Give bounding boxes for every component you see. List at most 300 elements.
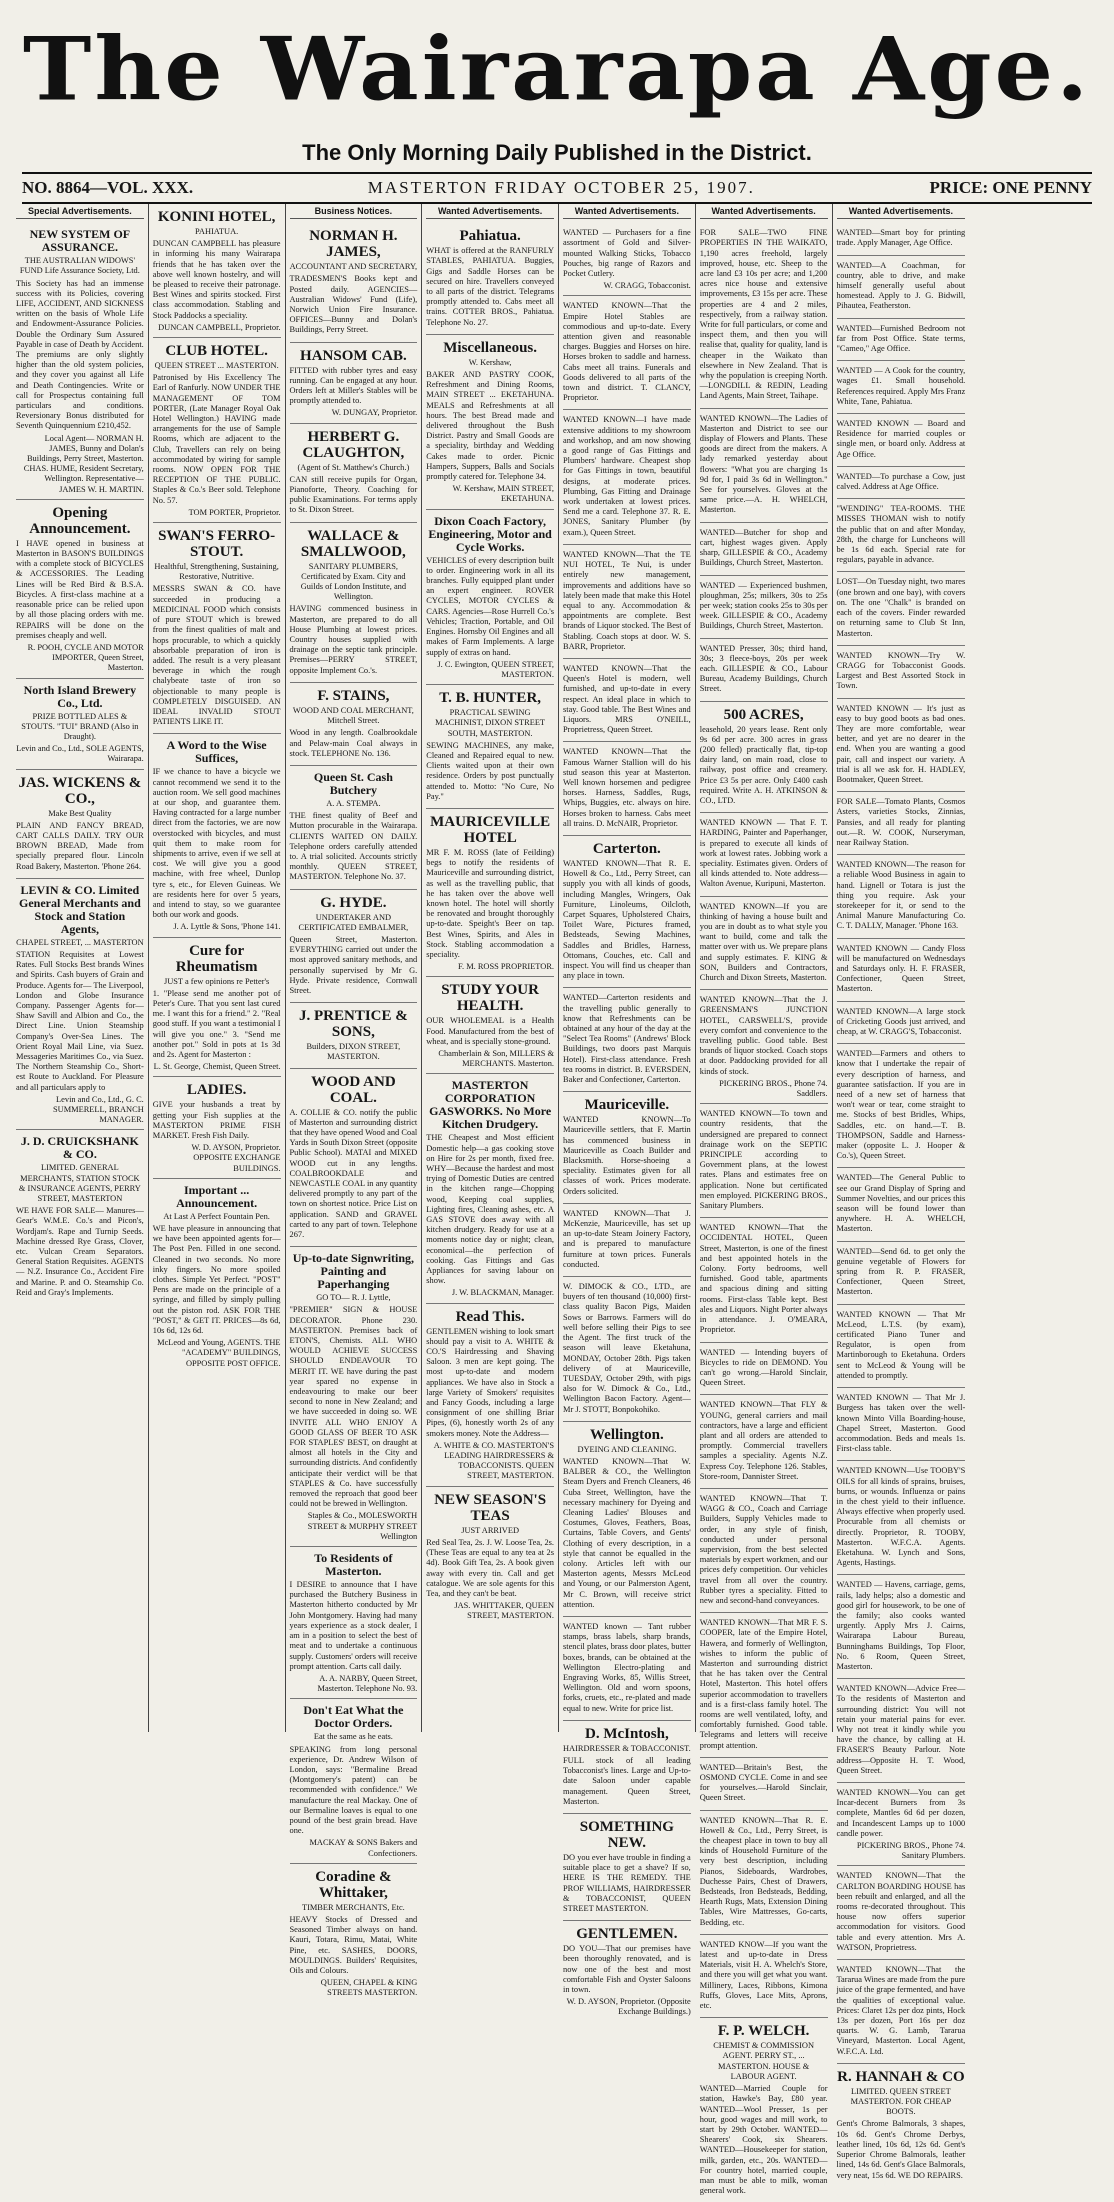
- advertisement: [837, 1783, 966, 1866]
- dateline-bar: [22, 172, 1092, 204]
- ad-signature: Levin and Co., Ltd., SOLE AGENTS, Wairarapa.: [16, 744, 144, 764]
- ad-subheading: DYEING AND CLEANING.: [577, 1444, 677, 1454]
- ad-body: FOR SALE—Tomato Plants, Cosmos Asters, varieties Stocks, Zinnias, Pansies, and all ready for planting out.—R. W. COOK, Nurseryman, near Railway Station.: [836, 797, 966, 847]
- advertisement: [16, 679, 144, 770]
- ad-body: GENTLEMEN wishing to look smart should pay a visit to A. WHITE & CO.'S Hairdressing and Shaving Saloon. 3 men are kept going. The most up-to-date and modern appliances. We have also in Stock a large Variety of Smokers' requisites and Fancy Goods, including a large consignment of one shilling Briar Pipes, (6), honestly worth 2s of any smokers money. Note the Address—: [426, 1326, 554, 1438]
- advertisement: [290, 343, 418, 424]
- advertisement: [563, 1814, 691, 1921]
- advertisement: [426, 1074, 554, 1303]
- advertisement: [290, 1247, 418, 1547]
- column-header: Wanted Advertisements.: [426, 206, 554, 219]
- ad-heading: Up-to-date Signwriting, Painting and Paperhanging: [292, 1251, 415, 1292]
- ad-heading: NEW SYSTEM OF ASSURANCE.: [29, 227, 131, 255]
- ad-heading: R. HANNAH & CO: [837, 2068, 965, 2085]
- ad-subheading: JUST a few opinions re Petter's: [163, 976, 270, 986]
- advertisement: [837, 223, 966, 255]
- column-header: Business Notices.: [290, 206, 418, 219]
- ad-body: Red Seal Tea, 2s. J. W. Loose Tea, 2s. (These Teas are equal to any tea at 2s 4d). Book Gift Tea, 2s. A book given away with every tin. Call and get catalogue. We are sole agents for this Tea, and they can't be beat.: [426, 1537, 554, 1598]
- ad-heading: HANSOM CAB.: [300, 347, 407, 364]
- ad-body: WANTED KNOWN — That Mr McLeod, L.T.S. (by exam), certificated Piano Tuner and Regulator, is open from Martinborough to Eketahuna. Orders sent to McLeod & Young will be attended to promptly.: [836, 1309, 966, 1380]
- ad-body: WANTED—Britain's Best, the OSMOND CYCLE. Come in and see for yourselves.—Harold Sinclair, Queen Street.: [699, 1762, 828, 1803]
- ad-signature: Levin and Co., Ltd., G. C. SUMMERELL, BRANCH MANAGER.: [53, 1094, 144, 1125]
- ad-body: WANTED KNOWN—That the CARLTON BOARDING HOUSE has been rebuilt and enlarged, and all the rooms re-decorated throughout. This house now offers superior accommodation for visitors. Good table and every attention. Mrs A. WATSON, Proprietress.: [836, 1871, 966, 1952]
- ad-signature: W. DUNGAY, Proprietor.: [331, 408, 418, 418]
- ad-body: HAVING commenced business in Masterton, are prepared to do all House Plumbing at lowest prices. Country houses supplied with drainage on the septic tank principle. Premises—PERRY STREET, opposite Implement Co.'s.: [289, 604, 418, 675]
- ad-subheading: CHAPEL STREET, ... MASTERTON: [16, 937, 144, 947]
- advertisement: [837, 855, 966, 938]
- ad-body: Patronised by His Excellency The Earl of Ranfurly. NOW UNDER THE MANAGEMENT OF TOM PORTER, (Late Manager Royal Oak Hotel Wellington.) HAVING made arrangements for the use of Sample Rooms, which are adjacent to the Club, Travellers can rely on being accommodated by wiring for sample rooms. NOW OPEN FOR THE RECEPTION OF THE PUBLIC. Staples & Co.'s Beer sold. Telephone No. 57.: [152, 373, 281, 505]
- ad-body: leasehold, 20 years lease. Rent only 9s 6d per acre. 300 acres in grass (200 felled) practically flat, tip-top dairy land, on main road, close to railway, post office and creamery. Price £3 5s per acre. Only £400 cash required. Write A. H. ATKINSON & CO., LTD.: [699, 724, 828, 805]
- ad-body: WANTED KNOWN — Board and Residence for married couples or single men, or board only. Address at Age Office.: [836, 419, 966, 459]
- advertisement: [563, 296, 691, 410]
- advertisement: [700, 1613, 828, 1758]
- advertisement: [837, 1305, 966, 1388]
- ad-body: WANTED—Carterton residents and the travelling public generally to know that Refreshments can be obtained at any hour of the day at the "Select Tea Rooms" (Andrews' Block Buildings, two doors past Marquis Hotel). First-class attendance. Fresh tea rooms in district. B. EVERSDEN, Baker and Confectioner, Carterton.: [563, 993, 691, 1085]
- ad-heading: LADIES.: [186, 1082, 247, 1099]
- advertisement: [837, 256, 966, 319]
- column-5: [559, 204, 696, 2017]
- advertisement: [290, 1069, 418, 1248]
- advertisement: [700, 1935, 828, 2018]
- ad-body: WANTED KNOWN—A large stock of Cricketing Goods just arrived, and cheap, at W. CRAGG'S, Tobacconist.: [836, 1006, 966, 1036]
- ad-body: WANTED — Intending buyers of Bicycles to ride on DEMOND. You can't go wrong.—Harold Sinclair, Queen Street.: [699, 1347, 828, 1388]
- ad-subheading: CHEMIST & COMMISSION AGENT. PERRY ST., ... MASTERTON. HOUSE & LABOUR AGENT.: [713, 2041, 815, 2081]
- advertisement: [837, 572, 966, 645]
- column-header: Special Advertisements.: [16, 206, 144, 219]
- ad-body: THE finest quality of Beef and Mutton procurable in the Wairarapa. CLIENTS WAITED ON DAILY. Telephone orders carefully attended to. A trial solicited. Accounts strictly monthly. QUEEN STREET, MASTERTON. Telephone No. 37.: [289, 811, 418, 882]
- advertisement: [563, 1721, 691, 1814]
- ad-body: WANTED KNOWN—That the OCCIDENTAL HOTEL, Queen Street, Masterton, is one of the finest and best appointed hotels in the Colony. Forty bedrooms, well furnished. Good table, apartments and spacious dining and sitting rooms. First-class Table kept. Best ales and Liquors. Night Porter always in attendance. J. O'MEARA, Proprietor.: [699, 1223, 828, 1335]
- issue-number: NO. 8864—VOL. XXX.: [22, 178, 194, 197]
- advertisement: [837, 2064, 966, 2187]
- ad-subheading: Make Best Quality: [48, 808, 112, 818]
- ad-body: I DESIRE to announce that I have purchased the Butchery Business in Masterton hitherto conducted by Mr John Montgomery. Having had many years experience as a stock dealer, I am in a position to select the best of meat and to undertake a continuous supply. Customers' orders will receive prompt attention. Carts call daily.: [289, 1580, 418, 1671]
- ad-heading: LEVIN & CO. Limited General Merchants and Stock and Station Agents,: [18, 882, 141, 936]
- column-header: Wanted Advertisements.: [837, 206, 966, 219]
- ad-heading: CLUB HOTEL.: [165, 343, 268, 360]
- advertisement: [153, 734, 281, 937]
- advertisement: [563, 1092, 691, 1204]
- ad-body: CAN still receive pupils for Organ, Pianoforte, Theory. Coaching for public Examinations. For terms apply to St. Dixon Street.: [289, 474, 418, 515]
- ad-subheading: TIMBER MERCHANTS, Etc.: [301, 1902, 405, 1912]
- advertisement: [700, 1489, 828, 1613]
- advertisement: [837, 1044, 966, 1168]
- ad-body: A. COLLIE & CO. notify the public of Masterton and surrounding district that they have opened Wood and Coal Yards in South Dixon Street (opposite Public School). MATAI and MIXED WOOD cut in any lengths. COALBROOKDALE and NEWCASTLE COAL in any quantity delivered promptly to any part of the town on shortest notice. Price List on application. SAND and GRAVEL carted to any part of town. Telephone 267.: [289, 1107, 418, 1239]
- ad-signature: PICKERING BROS., Phone 74. Sanitary Plumbers.: [856, 1841, 966, 1861]
- ad-signature: DUNCAN CAMPBELL, Proprietor.: [158, 322, 281, 332]
- advertisement: [290, 1864, 418, 2003]
- ad-body: WANTED—Send 6d. to get only the genuine vegetable of Flowers for spring from R. P. FRASER, Confectioner, Queen Street, Masterton.: [836, 1246, 966, 1297]
- advertisement: [837, 1866, 966, 1960]
- masthead-title: The Wairarapa Age.: [22, 17, 1092, 121]
- ad-heading: To Residents of Masterton.: [314, 1551, 393, 1579]
- advertisement: [290, 1003, 418, 1068]
- advertisement: [16, 500, 144, 679]
- ad-heading: North Island Brewery Co., Ltd.: [23, 682, 137, 710]
- ad-signature: Staples & Co., MOLESWORTH STREET & MURPHY STREET Wellington: [307, 1511, 418, 1541]
- advertisement: [426, 977, 554, 1074]
- ad-body: WANTED—Farmers and others to know that I undertake the repair of every description of harness, and guarantee satisfaction. If you are in need of a new set of harness that won't wear or tear, come straight to me. Stocks of best Bridles, Whips, Saddles, etc. on hand.—T. B. THOMPSON, Saddle and Harness-maker (opposite L. J. Hooper & Co.'s), Queen Street.: [836, 1049, 966, 1161]
- ad-body: WE HAVE FOR SALE— Manures—Gear's W.M.E. Co.'s and Picon's, Wordjam's. Rape and Turnip Seeds. Machine dressed Rye Grass, Clover, etc. Vulcan Cream Separators. General Station Requisites. AGENTS— N.Z. Insurance Co., Accident Fire and Marine. P. and O. Steamship Co. Reid and Gray's Implements.: [16, 1206, 144, 1297]
- advertisement: [290, 424, 418, 523]
- ad-body: WANTED Presser, 30s; third hand, 30s; 3 fleece-boys, 20s per week each. GILLESPIE & CO., Labour Bureau, Academy Buildings, Church Street.: [699, 643, 828, 694]
- ad-body: WANTED—Furnished Bedroom not far from Post Office. State terms, "Cameo," Age Office.: [836, 323, 966, 354]
- ad-heading: STUDY YOUR HEALTH.: [441, 982, 539, 1015]
- ad-body: WANTED KNOWN—To town and country residents, that the undersigned are prepared to connect drainage work on the SEPTIC PRINCIPLE according to Government plans, at the lowest rates. Plans and estimates free on application. None but certificated men employed. PICKERING BROS., Sanitary Plumbers.: [699, 1109, 828, 1211]
- price: PRICE: ONE PENNY: [929, 178, 1092, 197]
- ad-body: WANTED KNOWN—That the Empire Hotel Stables are commodious and up-to-date. Every attention given and reasonable charges. Buggies and Horses on hire. Horses broken to saddle and harness. Cabs meet all trains. Funerals and Goods delivered to all parts of the town and district. T. CLANCY, Proprietor.: [563, 301, 691, 403]
- advertisement: [837, 1002, 966, 1045]
- ad-signature: Chamberlain & Son, MILLERS & MERCHANTS. Masterton.: [438, 1048, 554, 1069]
- advertisement: [837, 467, 966, 499]
- ad-subheading: ACCOUNTANT AND SECRETARY,: [289, 262, 418, 272]
- advertisement: [700, 409, 828, 523]
- ad-body: OUR WHOLEMEAL is a Health Food. Manufactured from the best of wheat, and is specially stone-ground.: [426, 1016, 554, 1046]
- ad-subheading: GO TO— R. J. Lyttle,: [316, 1293, 391, 1303]
- advertisement: [153, 1077, 281, 1178]
- ad-body: THE Cheapest and Most efficient Domestic help—a gas cooking stove on Hire for 2s per month, fixed free. WHY—Because the hardest and most trying of Domestic Duties are centred in the kitchen range—Chopping wood, Keeping coal supplies, Lighting fires, Cleaning ashes, etc. A GAS STOVE does away with all kitchen drudgery. Ready for use at a moments notice day or night; clean, economical—the perfection of cooking. Gas Fittings and Gas Appliances for saving labour on show.: [426, 1133, 554, 1286]
- ad-body: WANTED KNOWN—That the J. GREENSMAN'S JUNCTION HOTEL, CARSWELL'S, provide every comfort and convenience to the travelling public. Good table. Best brands of liquor stocked. Coach stops at door. Paddocking provided for all kinds of stock.: [699, 995, 828, 1076]
- ad-body: WANTED KNOWN—If you are thinking of having a house built and you are in doubt as to what style you want to build, come and talk the matter over with us. We prepare plans and supply estimates. F. KING & SON, Builders and Contractors, Church and Dixon Streets, Masterton.: [699, 901, 828, 982]
- ad-body: WANTED KNOWN — That Mr J. Burgess has taken over the well-known Minto Villa Boarding-house, Chapel Street, Masterton. Good accommodation. Beds and meals 1s. First-class table.: [836, 1393, 966, 1454]
- advertisement: [153, 523, 281, 734]
- ad-body: WANTED KNOWN—You can get Incar-decent Burners from 3s complete, Mantles 6d 6d per dozen, and Incandescent Lamps up to 1000 candle power.: [836, 1788, 966, 1838]
- advertisement: [426, 1304, 554, 1487]
- ad-subheading: SANITARY PLUMBERS, Certificated by Exam. City and Guilds of London Institute, and Wellington.: [300, 561, 407, 602]
- advertisement: [700, 702, 828, 814]
- ad-subheading: UNDERTAKER AND CERTIFICATED EMBALMER,: [298, 912, 409, 932]
- advertisement: [563, 988, 691, 1092]
- advertisement: [837, 319, 966, 362]
- advertisement: [426, 223, 554, 335]
- ad-body: WANTED KNOWN—To Mauriceville settlers, that F. Martin has commenced business in Mauriceville as Coach Builder and Blacksmith. Horse-shoeing a speciality. Estimates given for all classes of work. Prices moderate. Orders solicited.: [563, 1115, 691, 1196]
- advertisement: [563, 410, 691, 544]
- advertisement: [700, 1811, 828, 1935]
- ad-signature: TOM PORTER, Proprietor.: [188, 507, 281, 517]
- publication-date: MASTERTON FRIDAY OCTOBER 25, 1907.: [367, 178, 755, 197]
- advertisement: [563, 545, 691, 659]
- ad-heading: A Word to the Wise Suffices,: [166, 738, 267, 766]
- ad-heading: Coradine & Whittaker,: [315, 1868, 392, 1901]
- ad-body: STATION Requisites at Lowest Rates. Full Stocks Best brands Wines and Spirits. Cash buyers of Grain and Produce. Agents for— The Liverpool, London and Globe Insurance Company. Passenger Agents for— Shaw Savill and Albion and Co., the Direct Line. Union Steamship Company's Over-Sea Lines. The Orient Royal Mail Line, via Suez. Messageries Maritimes Co., via Suez. The Northern Steamship Co., Short-est Route to Auckland. For Pleasure and all particulars apply to: [16, 949, 144, 1092]
- advertisement: [426, 510, 554, 685]
- ad-body: WANTED KNOWN—That the Tararua Wines are made from the pure juice of the grape fermented, and have the qualities of exceptional value. Prices: Claret 12s per doz pints, Hock 13s per dozen, Port 16s per doz quarts. W. G. Lamb, Tararua Vineyard, Masterton. Local Agent, W.F.C.A. Ltd.: [836, 1965, 966, 2056]
- ad-subheading: THE AUSTRALIAN WIDOWS' FUND Life Assurance Society, Ltd.: [19, 256, 140, 276]
- column-header: Wanted Advertisements.: [563, 206, 691, 219]
- ad-body: WANTED — Havens, carriage, gems, rails, lady helps; also a domestic and good girl for housework, to be one of the family; also cooks wanted urgently. Apply Mrs J. Cairns, Wairarapa Labour Bureau, Bunninghams Buildings, Top Floor, No. 6 Room, Queen Street, Masterton.: [836, 1580, 966, 1671]
- advertisement: [700, 639, 828, 702]
- ad-body: BAKER AND PASTRY COOK, Refreshment and Dining Rooms, MAIN STREET ... EKETAHUNA. MEALS and Refreshments at all hours. The best Bread made and delivered throughout the Bush District. Pastry and Small Goods are a speciality, birthday and Wedding Cakes made to order. Picnic Hampers, Suppers, Balls and Socials promptly catered for. Telephone 34.: [426, 370, 554, 482]
- ad-signature: R. POOH, CYCLE AND MOTOR IMPORTER, Queen Street, Masterton.: [27, 642, 144, 673]
- ad-body: WANTED — A Cook for the country, wages £1. Small household. References required. Apply Mrs Franz White, Tane, Pahiatua.: [836, 366, 966, 406]
- ad-body: WANTED KNOWN—Use TOOBY'S OILS for all kinds of sprains, bruises, burns, or wounds. Influenza or pains in the chest yield to their influence. Always effective when properly used. Procurable from all chemists or directly. Proprietor, R. TOOBY, Masterton. W.F.C.A. Agents. Eketahuna. W. Lynch and Sons, Agents, Hastings.: [836, 1466, 966, 1568]
- ad-heading: D. McIntosh,: [584, 1725, 669, 1742]
- ad-body: DO you ever have trouble in finding a suitable place to get a shave? If so, HERE IS THE REMEDY. THE PROF WILLIAMS, HAIRDRESSER & TOBACCONIST, QUEEN STREET MASTERTON.: [563, 1853, 691, 1914]
- ad-body: SPEAKING from long personal experience, Dr. Andrew Wilson of London, says: "Bermaline Bread (Montgomery's patent) can be recommended with confidence." We manufacture the real Mackay. One of our Bermaline loaves is equal to one pound of the best grain bread. Have one.: [289, 1744, 418, 1836]
- advertisement: [290, 223, 418, 342]
- ad-body: SEWING MACHINES, any make, Cleaned and Repaired equal to new. Clients waited upon at their own residence. Orders by post punctually attended to. Motto: "No Cure, No Pay.": [426, 740, 554, 801]
- ad-body: WANTED—A Coachman, for country, able to drive, and make himself generally useful about homestead. Apply to J. G. Bidwill, Pihautea, Featherston.: [836, 260, 966, 311]
- ad-subheading: Eat the same as he eats.: [313, 1732, 393, 1742]
- advertisement: [563, 223, 691, 296]
- advertisement: [700, 523, 828, 576]
- advertisement: [16, 223, 144, 500]
- advertisement: [837, 361, 966, 414]
- advertisement: [290, 890, 418, 1004]
- column-header: Wanted Advertisements.: [700, 206, 828, 219]
- ad-body: WANTED — Experienced bushmen, ploughman, 25s; milkers, 30s to 25s per week; station cooks 25s to 30s per week. GILLESPIE & CO., Academy Buildings, Church Street, Masterton.: [699, 580, 828, 631]
- ad-heading: F. P. WELCH.: [717, 2023, 810, 2040]
- ad-body: FULL stock of all leading Tobacconist's lines. Large and Up-to-date Saloon under capable management. Queen Street, Masterton.: [563, 1756, 691, 1806]
- ad-subheading: JUST ARRIVED: [461, 1525, 520, 1535]
- advertisement: [837, 1242, 966, 1305]
- ad-body: WANTED KNOWN—That FLY & YOUNG, general carriers and mail contractors, have a large and efficient plant and all orders are attended to promptly. Commercial travellers samples a speciality. Agents N.Z. Express Coy. Telephone 126. Stables, Store-room, Dannister Street.: [699, 1400, 828, 1481]
- advertisement: [153, 1179, 281, 1373]
- column-7: [833, 204, 970, 2180]
- advertisement: [426, 335, 554, 510]
- advertisement: [700, 2018, 828, 2202]
- ad-heading: MAURICEVILLE HOTEL: [430, 813, 551, 846]
- advertisement: [837, 792, 966, 855]
- ad-heading: SWAN'S FERRO-STOUT.: [158, 528, 276, 561]
- ad-heading: HERBERT G. CLAUGHTON,: [302, 428, 405, 461]
- ad-body: WHAT is offered at the RANFURLY STABLES, PAHIATUA. Buggies, Gigs and Saddle Horses can be secured on hire. Travellers conveyed to all parts of the district. Telegrams promptly attended to. Cabs meet all trains. COTTER BROS., Pahiatua. Telephone No. 27.: [426, 246, 554, 327]
- advertisement: [290, 1547, 418, 1699]
- ad-signature: W. D. AYSON, Proprietor. OPPOSITE EXCHANGE BUILDINGS.: [191, 1143, 281, 1173]
- ad-heading: NORMAN H. JAMES,: [309, 228, 398, 261]
- ad-signature: F. M. ROSS PROPRIETOR.: [458, 962, 554, 972]
- ad-subheading: W. Kershaw,: [468, 357, 512, 367]
- ad-body: WANTED KNOWN — That F. T. HARDING, Painter and Paperhanger, is prepared to execute all kinds of work at lowest rates. Jobbing work a speciality. Estimates given. Orders of all kinds attended to. Note address—Walton Avenue, Kuripuni, Masterton.: [699, 818, 828, 889]
- ad-body: VEHICLES of every description built to order. Engineering work in all its branches. Fully equipped plant under an expert engineer. ROVER CYCLES, MOTOR CYCLES & CARS. Agencies—Rose Hurrell Co.'s Vehicles; Traction, Portable, and Oil Engines. Hornsby Oil Engines and all makes of Farm Implements. A large supply of extras on hand.: [426, 555, 554, 657]
- ad-body: Gent's Chrome Balmorals, 3 shapes, 10s 6d. Gent's Chrome Derbys, leather lined, 10s 6d, 12s 6d. Gent's Superior Chrome Balmorals, leather lined, 14s 6d. Gent's Glace Balmorals, very neat, 15s 6d. WE DO REPAIRS.: [836, 2119, 966, 2180]
- ad-body: "PREMIER" SIGN & HOUSE DECORATOR. Phone 230. MASTERTON. Premises back of ETON'S, Chemists. ALL WHO WOULD ACHIEVE SUCCESS SHOULD ENDEAVOUR TO MERIT IT. WE have during the past year spared no expense in endeavouring to make our beer second to none in New Zealand; and we have succeeded in doing so. WE INVITE ALL WHO ENJOY A GOOD GLASS OF BEER TO ASK FOR STAPLES' BEST, on draught at almost all hotels in the City and surrounding districts. And confidently anticipate their verdict will be that STAPLES & Co. have successfully removed the reproach that good beer could not be brewed in Wellington.: [289, 1305, 418, 1509]
- ad-subheading: At Last A Perfect Fountain Pen.: [163, 1211, 270, 1221]
- advertisement: [563, 836, 691, 988]
- ad-body: WANTED KNOW—If you want the latest and up-to-date in Dress Materials, visit H. A. Whelch's Store, and there you will get what you want. Millinery, Laces, Ribbons, Kimona Ruffs, Gloves, Lace Mits, Aprons, etc.: [699, 1939, 828, 2011]
- advertisement: [563, 1422, 691, 1617]
- ad-body: I HAVE opened in business at Masterton in BASON'S BUILDINGS with a complete stock of BICYCLES & ACCESSORIES. The Leading Lines will be Red Bird & B.S.A. Bicycles. A first-class machine at a reasonable price can be relied upon by all those placing orders with me. REPAIRS will be done on the premises cheaply and well.: [16, 538, 144, 640]
- ad-signature: L. St. George, Chemist, Queen Street.: [153, 1062, 281, 1072]
- ad-heading: JAS. WICKENS & CO.,: [18, 774, 142, 807]
- advertisement: [426, 809, 554, 977]
- ad-heading: Cure for Rheumatism: [175, 942, 258, 975]
- ad-heading: Don't Eat What the Doctor Orders.: [303, 1703, 404, 1731]
- masthead-tagline: The Only Morning Daily Published in the District.: [302, 140, 812, 165]
- ad-heading: G. HYDE.: [320, 894, 387, 911]
- advertisement: [16, 879, 144, 1131]
- advertisement: [290, 1699, 418, 1863]
- advertisement: [16, 770, 144, 879]
- ad-signature: W. CRAGG, Tobacconist.: [603, 281, 691, 291]
- ad-heading: Important ... Announcement.: [176, 1182, 258, 1210]
- advertisement: [700, 1758, 828, 1811]
- advertisement: [290, 683, 418, 766]
- ad-signature: J. W. BLACKMAN, Manager.: [451, 1288, 554, 1298]
- ad-body: WANTED KNOWN—That T. WAGG & CO., Coach and Carriage Builders, Supply Vehicles made to order, in any style of finish, conducted under personal supervision, from the best selected materials by expert workmen, and our prices defy competition. Our vehicles travel from all over the country. Rubber tyres a speciality. Fitted to new and second-hand conveyances.: [699, 1493, 828, 1605]
- ad-signature: PICKERING BROS., Phone 74. Saddlers.: [719, 1078, 828, 1099]
- advertisement: [16, 1130, 144, 1304]
- advertisement: [837, 939, 966, 1002]
- ad-subheading: A. A. STEMPA.: [326, 798, 381, 808]
- advertisement: [837, 1388, 966, 1461]
- advertisement: [426, 685, 554, 809]
- ad-heading: 500 ACRES,: [723, 706, 804, 723]
- ad-heading: J. PRENTICE & SONS,: [298, 1008, 408, 1041]
- ad-body: WE have pleasure in announcing that we have been appointed agents for— The Post Pen. Filled in one second. Cleaned in two seconds. No more inky fingers. No more spoiled clothes. Simple Yet Perfect. "POST" Pens are made on the principle of a syringe, and filled by simply pulling out the piston rod. ASK FOR THE "POST," & GET IT. PRICES—8s 6d, 10s 6d, 12s 6d.: [152, 1224, 281, 1336]
- advertisement: [700, 576, 828, 639]
- ad-body: FOR SALE—TWO FINE PROPERTIES IN THE WAIKATO, 1,190 acres freehold, largely improved, house, etc. Sheep to the acre land £3 10s per acre; and 1,200 acres nice house and extensive improvements, £3 15s per acre. These properties are 4 and 2 miles, respectively, from a railway station. Write for full particulars, or come and inspect them, and then you will realise that, quality for quality, land is cheaper in the Waikato than elsewhere in New Zealand. That is why the population is creeping North.—LONGDILL & REDIN, Leading Land Agents, Main Street, Taihape.: [699, 228, 828, 401]
- ad-subheading: QUEEN STREET ... MASTERTON.: [154, 361, 279, 371]
- advertisement: [563, 742, 691, 836]
- ad-signature: JAS. WHITTAKER, QUEEN STREET, MASTERTON.: [454, 1601, 554, 1621]
- ad-signature: MACKAY & SONS Bakers and Confectioners.: [309, 1838, 418, 1858]
- advertisement: [700, 897, 828, 991]
- ad-subheading: Healthful, Strengthening, Sustaining, Restorative, Nutritive.: [154, 562, 279, 582]
- ad-body: HEAVY Stocks of Dressed and Seasoned Timber always on hand. Kauri, Totara, Rimu, Matai, White Pine, etc. SASHES, DOORS, MOULDINGS. Builders' Requisites, Oils and Colours.: [289, 1914, 418, 1975]
- ad-body: W. DIMOCK & CO., LTD., are buyers of ten thousand (10,000) first-class quality Bacon Pigs, Maiden Sows or Barrows. Farmers will do well before selling their Pigs to see the Agent. The first truck of the season will leave Eketahuna, MONDAY, October 28th. Pigs taken delivery of at Mauriceville, TUESDAY, October 29th, with pigs also for W. Dimock & Co., Ltd., Wellington Bacon Factory. Agent—Mr J. STOTT, Bonpokohiko.: [563, 1282, 691, 1414]
- ad-subheading: HAIRDRESSER & TOBACCONIST.: [563, 1743, 691, 1753]
- ad-subheading: LIMITED. GENERAL MERCHANTS, STATION STOCK & INSURANCE AGENTS, PERRY STREET, MASTERTON: [18, 1163, 141, 1204]
- ad-heading: Mauriceville.: [584, 1097, 670, 1114]
- ad-body: WANTED KNOWN — Candy Floss will be manufactured on Wednesdays and Saturdays only. H. F. FRASER, Confectioner, Queen Street, Masterton.: [836, 943, 966, 994]
- advertisement: [563, 659, 691, 742]
- advertisement: [290, 523, 418, 683]
- advertisement: [153, 938, 281, 1078]
- advertisement: [700, 223, 828, 408]
- ad-body: 1. "Please send me another pot of Peter's Cure. That you sent last cured me. I want this for a friend." 2. "Real good stuff. If you want a testimonial I will give you one." 3. "Send me another pot." Sold in pots at 1s 3d and 2s. Agent for Masterton :: [152, 988, 281, 1059]
- ad-body: WANTED—Butcher for shop and cart, highest wages given. Apply sharp, GILLESPIE & CO., Academy Buildings, Church Street, Masterton.: [699, 527, 828, 568]
- ad-body: Queen Street, Masterton. EVERYTHING carried out under the most approved sanitary methods, and personally supervised by Mr G. Hyde. Private residence, Cornwall Street.: [289, 934, 418, 995]
- ad-heading: KONINI HOTEL,: [157, 209, 276, 225]
- advertisement: [290, 766, 418, 890]
- ad-body: MESSRS SWAN & CO. have succeeded in producing a MEDICINAL FOOD which consists of pure STOUT which is brewed from the finest qualities of malt and hops procurable, to which a quickly absorbable preparation of iron is added. The result is a very pleasant beverage in which the rough chalybeate taste of iron so objectionable to many people is COMPLETELY DISGUISED. AN IDEAL INVALID STOUT PATIENTS LIKE IT.: [152, 584, 281, 727]
- ad-subheading: PAHIATUA.: [195, 227, 239, 236]
- ad-body: WANTED—Smart boy for printing trade. Apply Manager, Age Office.: [836, 228, 966, 248]
- ad-body: IF we chance to have a bicycle we cannot recommend we send it to the auction room. We sell good machines at our shop, and guarantee them. Having contracted for a large number direct from the factories, we are now overstocked with bicycles, and must quit them to make room for shipments to arrive, even if we sell at cost. We will give you a good machine, with free wheel, Dunlop tyre s, etc., for Eleven Guineas. We are residents here for over 5 years, and intend to stay, so we guarantee both our work and goods.: [152, 767, 281, 920]
- advertisement: [153, 204, 281, 338]
- ad-body: WANTED KNOWN—I have made extensive additions to my showroom and workshop, and am now showing a good range of Gas Fittings and Plumbers' hardware. Cheapest shop for Gas Fittings in town, beautiful designs, at moderate prices. Plumbing, Gas Fitting and Drainage work undertaken at lowest prices. Send me a card. Telephone 37. R. E. JONES, Sanitary Plumber (by exam.), Queen Street.: [563, 415, 691, 537]
- ad-body: WANTED KNOWN—That the TE NUI HOTEL, Te Nui, is under entirely new management, improvements and additions have so lately been made that make this Hotel equal to any. Accommodation & appointments are complete. Best brands of Liquor stocked. The Best of Stabling. Coach stops at door. W. S. BARR, Proprietor.: [563, 549, 691, 651]
- column-4: [422, 204, 559, 1732]
- ad-body: Wood in any length. Coalbrookdale and Pelaw-main Coal always in stock. TELEPHONE No. 136.: [289, 728, 418, 758]
- ad-subheading: PRIZE BOTTLED ALES & STOUTS. "TUI" BRAND (Also in Draught).: [21, 711, 139, 741]
- ad-body: WANTED—Married Couple for station, Hawke's Bay, £80 year. WANTED—Wool Presser, 1s per hour, good wages and mill work, to start by 29th October. WANTED—Shearers' Cook, six Shearers. WANTED—Housekeeper for station, milk, garden, etc., 20s. WANTED—For country hotel, married couple, man must be able to milk, woman general work.: [699, 2084, 828, 2196]
- advertisement: [563, 1921, 691, 2021]
- ad-body: GIVE your husbands a treat by getting your Fish supplies at the MASTERTON PRIME FISH MARKET. Fresh Fish Daily.: [152, 1100, 281, 1141]
- advertisement: [837, 1461, 966, 1575]
- ad-body: DUNCAN CAMPBELL has pleasure in informing his many Wairarapa friends that he has taken over the above well known hostelry, and will be pleased to receive their patronage. Best Wines and spirits stocked. First class accommodation. Stabling and Stock Paddocks a speciality.: [152, 239, 281, 320]
- ad-heading: J. D. CRUICKSHANK & CO.: [20, 1134, 139, 1162]
- ad-body: WANTED KNOWN—That R. E. Howell & Co., Ltd., Perry Street, is the cheapest place in town to buy all kinds of Household Furniture of the very best description, including Pianos, Sideboards, Wardrobes, Duchesse Pairs, Chest of Drawers, Bedsteads, Iron Bedsteads, Bedding, Hearth Rugs, Mats, Extension Dining Tables, Wire Mattresses, Go-carts, Bedding, etc.: [699, 1815, 828, 1927]
- advertisement: [837, 1575, 966, 1679]
- ad-heading: F. STAINS,: [317, 687, 390, 704]
- ad-heading: Carterton.: [592, 840, 661, 857]
- ad-signature: A. WHITE & CO. MASTERTON'S LEADING HAIRDRESSERS & TOBACCONISTS. QUEEN STREET, MASTERTON.: [433, 1440, 554, 1481]
- ad-body: WANTED KNOWN—That the Famous Warner Stallion will do his stud season this year at Masterton. Well known horsemen and pedigree horses. Harness, Saddles, Rugs, Whips, Buggies, etc. always on hire. Horses broken to harness. Cabs meet all trains. D. McNAIR, Proprietor.: [563, 747, 691, 828]
- ad-heading: Queen St. Cash Butchery: [313, 769, 393, 797]
- ad-body: DO YOU—That our premises have been thoroughly renovated, and is now one of the best and most comfortable Fish and Oyster Saloons in town.: [563, 1944, 691, 1995]
- advertisement: [563, 1617, 691, 1721]
- advertisement: [563, 1204, 691, 1277]
- advertisement: [700, 1218, 828, 1342]
- ad-heading: MASTERTON CORPORATION GASWORKS. No More Kitchen Drudgery.: [429, 1078, 552, 1132]
- ad-signature: J. A. Lyttle & Sons, 'Phone 141.: [173, 922, 281, 932]
- ad-body: WANTED KNOWN—That MR F. S. COOPER, late of the Empire Hotel, Hawera, and formerly of Wellington, wishes to inform the public of Masterton and surrounding district that he has taken over the Central Hotel, Masterton. This hotel offers superior accommodation to travellers and is a first-class family hotel. The rooms are well ventilated, lofty, and comfortably furnished. Good table. Telegrams and letters will receive prompt attention.: [699, 1618, 828, 1750]
- ad-heading: Opening Announcement.: [29, 504, 131, 537]
- ad-body: WANTED KNOWN—That J. McKenzie, Mauriceville, has set up an up-to-date Steam Joinery Factory, and is prepared to manufacture furniture at town prices. Funerals conducted.: [563, 1208, 691, 1269]
- ad-heading: Wellington.: [589, 1426, 664, 1443]
- ad-signature: J. C. Ewington, QUEEN STREET, MASTERTON.: [437, 659, 554, 679]
- ad-body: This Society has had an immense success with its Policies, covering LIFE, ACCIDENT, AND SICKNESS written on the basis of Whole Life and Endowment-Assurance Policies. Double the Ordinary Sum Assured Payable in case of Death by Accident. The premiums are only slightly higher than the old system policies, and they cover you against all Life and Death Contingencies. Write or call for Prospectus containing full particulars and conditions. Reversionary Bonus distributed for Seventh Quinquennium £210,452.: [16, 278, 144, 431]
- ad-heading: Read This.: [455, 1308, 525, 1325]
- ad-heading: WOOD AND COAL.: [311, 1073, 396, 1106]
- advertisement: [837, 1168, 966, 1241]
- ad-heading: NEW SEASON'S TEAS: [434, 1491, 547, 1524]
- ad-body: WANTED KNOWN—Try W. CRAGG for Tobacconist Goods. Largest and Best Assorted Stock in Town.: [836, 650, 966, 691]
- advertisement: [700, 1104, 828, 1218]
- ad-heading: Dixon Coach Factory, Engineering, Motor and Cycle Works.: [428, 513, 552, 554]
- ad-body: WANTED KNOWN—That the Queen's Hotel is modern, well furnished, and up-to-date in every respect. An ideal place in which to stay. Good table. The Best Wines and Liquors. MRS O'NEILL, Proprietress, Queen Street.: [563, 663, 691, 735]
- ad-heading: WALLACE & SMALLWOOD,: [300, 527, 406, 560]
- ad-heading: GENTLEMEN.: [576, 1926, 678, 1943]
- ad-body: PLAIN AND FANCY BREAD, CART CALLS DAILY. TRY OUR BROWN BREAD, Made from specially prepared flour. Lincoln Road Bakery, Masterton. 'Phone 264.: [16, 820, 144, 871]
- advertisement: [837, 1679, 966, 1783]
- advertisement: [153, 338, 281, 523]
- ad-body: WANTED KNOWN—The Ladies of Masterton and District to see our display of Flowers and Plants. These goods are direct from the makers. A lady remarked yesterday about flowers: "What you are charging 1s 9d for, I paid 3s 6d in Wellington." See for yourselves. Gloves at the same price.—A. H. WHELCH, Masterton.: [699, 413, 828, 515]
- ad-body: FITTED with rubber tyres and easy running. Can be engaged at any hour. Orders left at Miller's Stables will be promptly attended to.: [289, 365, 418, 406]
- advertisement: [837, 1960, 966, 2064]
- ad-body: WANTED—To purchase a Cow, just calved. Address at Age Office.: [836, 471, 966, 492]
- ad-body: MR F. M. ROSS (late of Feilding) begs to notify the residents of Mauriceville and surrounding district, as well as the travelling public, that he has taken over the above well known hotel. The hotel will shortly be renovated and brought thoroughly up-to-date. Speight's Beer on tap. Best Wines, Spirits, and Ales in Stock. Stabling accommodation a speciality.: [426, 847, 554, 959]
- advertisement: [700, 1395, 828, 1489]
- ad-subheading: (Agent of St. Matthew's Church.): [297, 462, 410, 472]
- column-6: [696, 204, 833, 2196]
- ad-subheading: WOOD AND COAL MERCHANT, Mitchell Street.: [292, 705, 414, 726]
- ad-signature: Local Agent— NORMAN H. JAMES, Bunny and Dolan's Buildings, Perry Street, Masterton. CHAS. HUME, Resident Secretary, Wellington. Representative— JAMES W. H. MARTIN.: [23, 433, 144, 494]
- advertisement: [837, 699, 966, 793]
- ad-subheading: Builders, DIXON STREET, MASTERTON.: [306, 1042, 401, 1062]
- advertisement: [837, 499, 966, 572]
- advertisement: [700, 813, 828, 896]
- advertisement: [837, 414, 966, 467]
- advertisement: [426, 1487, 554, 1626]
- ad-body: WANTED known — Tant rubber stamps, brass labels, sharp brands, stencil plates, brass door plates, butter boxes, brands, can be obtained at the Wellington Electro-plating and Engraving Works, 85, Willis Street, Wellington. Old and worn spoons, forks, cruets, etc., re-plated and made equal to new. Write for price list.: [563, 1621, 691, 1713]
- advertisement: [837, 646, 966, 699]
- ad-signature: A. A. NARBY, Queen Street, Masterton. Telephone No. 93.: [317, 1673, 418, 1694]
- ad-body: WANTED KNOWN—That R. E. Howell & Co., Ltd., Perry Street, can supply you with all kinds of goods, including Mangles, Wringers, Oak Furniture, Linoleums, Oilcloth, Carpet Squares, Upholstered Chairs, Toilet Ware, Pictures framed, Bedsteads, Sewing Machines, Saddles and Bridles, Harness, Ottomans, Couches, etc. Call and inspect. You will find us cheaper than any place in town.: [563, 858, 691, 981]
- ad-body: WANTED KNOWN—Advice Free—To the residents of Masterton and surrounding district: You will not retain your material pains for ever. Why not treat it kindly while you have the chance, by calling at H. FRASER'S Beauty Parlour. Note address—Opposite H. T. Wood, Queen Street.: [836, 1684, 966, 1775]
- ad-body: WANTED—The General Public to see our Grand Display of Spring and Summer Novelties, and our prices this season will be found lower than anywhere. H. A. WHELCH, Masterton.: [836, 1173, 966, 1234]
- advertisement: [700, 1343, 828, 1396]
- ad-body: WANTED KNOWN—That W. BALBER & CO., the Wellington Steam Dyers and French Cleaners, 46 Cuba Street, Wellington, have the necessary machinery for Dyeing and Cleaning Ladies' Blouses and Costumes, Gloves, Feathers, Boas, Curtains, Table Covers, and Gents' Clothing of every description, in a style that cannot be equalled in the colony. Articles left with our Masterton agents, Messrs McLeod and Young, or our Palmerston Agent, Mr C. Brown, will receive strict attention.: [563, 1456, 691, 1609]
- ad-heading: SOMETHING NEW.: [579, 1819, 674, 1852]
- column-1: [12, 204, 149, 1732]
- ad-body: "WENDING" TEA-ROOMS. THE MISSES THOMAN wish to notify the public that on and after Monday, 28th, the charge for Luncheons will be 1s 6d each. Special rate for regulars, payable in advance.: [836, 504, 966, 565]
- column-3: [286, 204, 423, 1998]
- advertisement: [700, 990, 828, 1104]
- ad-body: LOST—On Tuesday night, two mares (one brown and one bay), with covers on. The one "Chalk" is branded on each of the covers. Finder rewarded on returning same to Club St Inn, Masterton.: [836, 577, 966, 638]
- advertisement: [563, 1277, 691, 1422]
- ad-body: WANTED KNOWN — It's just as easy to buy good boots as bad ones. They are more comfortable, wear better, and yet are no dearer in the end. When you are wanting a good pair, call and inspect our variety. A trial is all we ask for. H. HADLEY, Bootmaker, Queen Street.: [836, 703, 966, 784]
- ad-signature: W. D. AYSON, Proprietor. (Opposite Exchange Buildings.): [566, 1997, 691, 2017]
- ad-signature: McLeod and Young, AGENTS. THE "ACADEMY" BUILDINGS, OPPOSITE POST OFFICE.: [157, 1338, 281, 1368]
- ad-body: WANTED KNOWN—The reason for a reliable Wood Business in again to hand. Lignell or Totara is just the thing you require. Ask your storekeeper for it, or send to the Animal Manure Manufacturing Co. C. T. DALLY, Manager. 'Phone 163.: [836, 860, 966, 931]
- ad-signature: W. Kershaw, MAIN STREET, EKETAHUNA.: [452, 484, 554, 504]
- ad-subheading: PRACTICAL SEWING MACHINIST, DIXON STREET SOUTH, MASTERTON.: [435, 708, 546, 738]
- ad-heading: Pahiatua.: [459, 228, 521, 245]
- column-2: [149, 204, 286, 1732]
